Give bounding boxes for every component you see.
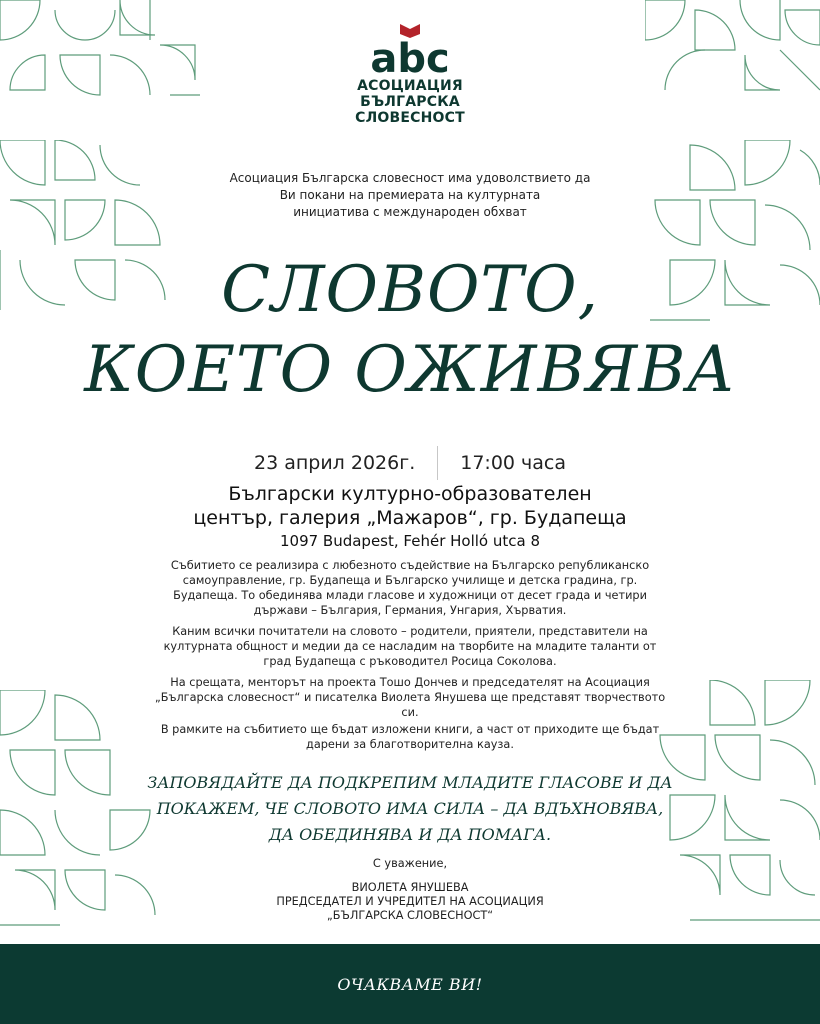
venue-address: 1097 Budapest, Fehér Holló utca 8 [279, 532, 541, 550]
signer-role: ПРЕДСЕДАТЕЛ И УЧРЕДИТЕЛ НА АСОЦИАЦИЯ [276, 895, 544, 908]
footer-text: ОЧАКВАМЕ ВИ! [337, 974, 483, 994]
paragraph-invitation: Каним всички почитатели на словото – родители, приятели, представители на културната общност и медии да се насладим на творбите на младите таланти от град Будапеща с ръководител Росица Соколова. [163, 625, 657, 668]
signer-name: ВИОЛЕТА ЯНУШЕВА [351, 881, 469, 894]
logo-line-1: АСОЦИАЦИЯ [357, 78, 463, 94]
slogan-line-1: ЗАПОВЯДАЙТЕ ДА ПОДКРЕПИМ МЛАДИТЕ ГЛАСОВЕ И ДА [147, 773, 673, 792]
intro-text [170, 170, 650, 221]
logo-mark-text: abc [370, 36, 450, 78]
slogan-line-3: ДА ОБЕДИНЯВА И ДА ПОМАГА. [268, 825, 552, 844]
ornament-top-left [0, 0, 200, 110]
venue-line-2: център, галерия „Мажаров“, гр. Будапеща [193, 507, 627, 529]
logo-line-2: БЪЛГАРСКА [360, 94, 460, 110]
intro-line-3: инициатива с международен обхват [293, 205, 527, 219]
signature-greeting: С уважение, [372, 857, 448, 870]
event-date: 23 април 2026г. [253, 452, 416, 474]
event-datetime [0, 446, 820, 480]
logo [330, 20, 490, 126]
slogan-line-2: ПОКАЖЕМ, ЧЕ СЛОВОТО ИМА СИЛА – ДА ВДЪХНОВЯВА, [156, 799, 664, 818]
logo-line-3: СЛОВЕСНОСТ [355, 110, 465, 126]
event-title [40, 250, 780, 410]
signer-org: „БЪЛГАРСКА СЛОВЕСНОСТ“ [326, 909, 494, 922]
event-time: 17:00 часа [460, 452, 566, 474]
title-line-2: КОЕТО ОЖИВЯВА [84, 333, 736, 407]
footer-banner [0, 944, 820, 1024]
event-venue [120, 482, 700, 530]
signature-block [200, 881, 620, 923]
logo-mark [355, 20, 465, 78]
ornament-top-right [645, 0, 820, 95]
paragraph-mentors: На срещата, менторът на проекта Тошо Дончев и председателят на Асоциация „Българска словесност“ и писателка Виолета Янушева ще представят творчеството си. [154, 676, 666, 719]
paragraph-support: Събитието се реализира с любезното съдействие на Българско републиканско самоуправление, гр. Будапеща и Българско училище и детска градина, гр. Будапеща. То обединява млади гласове и художници от десет града и четири държави – България, Германия, Унгария, Хърватия. [170, 559, 650, 617]
intro-line-1: Асоциация Българска словесност има удоволствието да [229, 171, 591, 185]
slogan [120, 770, 700, 848]
title-line-1: СЛОВОТО, [221, 253, 599, 327]
venue-line-1: Български културно-образователен [228, 483, 592, 505]
intro-line-2: Ви покани на премиерата на културната [279, 188, 541, 202]
paragraph-charity: В рамките на събитието ще бъдат изложени книги, а част от приходите ще бъдат дарени за благотворителна кауза. [160, 723, 660, 751]
